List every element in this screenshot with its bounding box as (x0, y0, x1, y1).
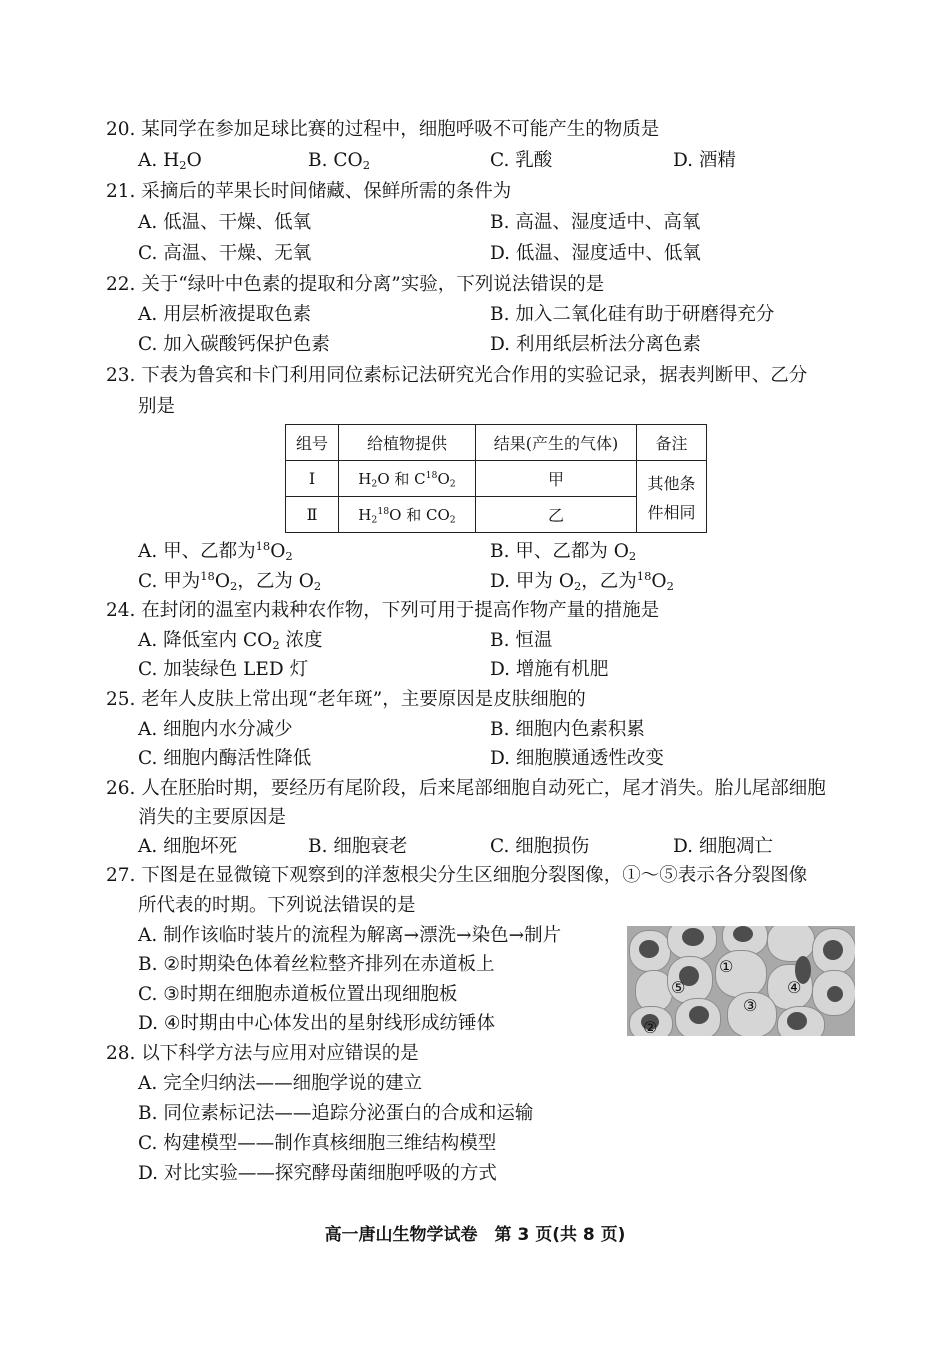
q20-option-d: D. 酒精 (673, 150, 736, 171)
q20-option-b: B. $CO_2$ (308, 150, 370, 172)
q26-option-d: D. 细胞凋亡 (673, 836, 773, 857)
label-5: ⑤ (671, 978, 686, 997)
row1-supply: $H_2O$ 和 $C^{18}O_2$ (339, 461, 476, 497)
q21-option-b: B. 高温、湿度适中、高氧 (490, 212, 701, 233)
row1-group: Ⅰ (286, 461, 339, 497)
table-header-group: 组号 (286, 425, 339, 461)
q28-option-d: D. 对比实验——探究酵母菌细胞呼吸的方式 (138, 1163, 497, 1184)
q23-option-c: C. 甲为$^{18}O_2$，乙为 $O_2$ (138, 568, 322, 593)
q24-option-a: A. 降低室内 $CO_2$ 浓度 (138, 630, 323, 652)
q21-option-d: D. 低温、湿度适中、低氧 (490, 243, 701, 264)
q22-stem: 22. 关于“绿叶中色素的提取和分离”实验，下列说法错误的是 (106, 274, 605, 295)
q20-option-c: C. 乳酸 (490, 150, 553, 171)
q26-option-a: A. 细胞坏死 (138, 836, 238, 857)
q27-option-d: D. ④时期由中心体发出的星射线形成纺锤体 (138, 1013, 496, 1034)
q27-stem-line1: 27. 下图是在显微镜下观察到的洋葱根尖分生区细胞分裂图像，①～⑤表示各分裂图像 (106, 865, 808, 886)
q25-option-b: B. 细胞内色素积累 (490, 719, 645, 740)
q27-option-b: B. ②时期染色体着丝粒整齐排列在赤道板上 (138, 954, 495, 975)
table-header-result: 结果(产生的气体) (476, 425, 637, 461)
q22-option-a: A. 用层析液提取色素 (138, 304, 312, 325)
q26-stem-line1: 26. 人在胚胎时期，要经历有尾阶段，后来尾部细胞自动死亡，尾才消失。胎儿尾部细胞 (106, 778, 826, 799)
q22-option-b: B. 加入二氧化硅有助于研磨得充分 (490, 304, 775, 325)
q25-stem: 25. 老年人皮肤上常出现“老年斑”，主要原因是皮肤细胞的 (106, 689, 586, 710)
q25-option-c: C. 细胞内酶活性降低 (138, 748, 312, 769)
q23-stem-line1: 23. 下表为鲁宾和卡门利用同位素标记法研究光合作用的实验记录，据表判断甲、乙分 (106, 365, 808, 386)
q20-option-a: A. $H_2O$ (138, 150, 202, 172)
row2-result: 乙 (476, 497, 637, 533)
q28-option-c: C. 构建模型——制作真核细胞三维结构模型 (138, 1133, 497, 1154)
table-header-supply: 给植物提供 (339, 425, 476, 461)
label-2: ② (643, 1018, 658, 1036)
q28-option-a: A. 完全归纳法——细胞学说的建立 (138, 1073, 423, 1094)
q26-option-c: C. 细胞损伤 (490, 836, 590, 857)
q28-option-b: B. 同位素标记法——追踪分泌蛋白的合成和运输 (138, 1103, 534, 1124)
q21-stem: 21. 采摘后的苹果长时间储藏、保鲜所需的条件为 (106, 181, 512, 202)
q21-option-c: C. 高温、干燥、无氧 (138, 243, 312, 264)
q26-stem-line2: 消失的主要原因是 (138, 807, 287, 828)
q23-stem-line2: 别是 (138, 396, 176, 417)
label-1: ① (719, 957, 734, 976)
q24-option-b: B. 恒温 (490, 630, 553, 651)
q21-option-a: A. 低温、干燥、低氧 (138, 212, 312, 233)
q22-option-d: D. 利用纸层析法分离色素 (490, 334, 701, 355)
table-note: 其他条 件相同 (637, 461, 707, 533)
q24-option-d: D. 增施有机肥 (490, 659, 609, 680)
q26-option-b: B. 细胞衰老 (308, 836, 408, 857)
label-3: ③ (743, 996, 758, 1015)
row2-group: Ⅱ (286, 497, 339, 533)
q23-option-a: A. 甲、乙都为$^{18}O_2$ (138, 538, 293, 563)
q23-option-b: B. 甲、乙都为 $O_2$ (490, 541, 637, 563)
q20-stem: 20. 某同学在参加足球比赛的过程中，细胞呼吸不可能产生的物质是 (106, 119, 660, 140)
q27-stem-line2: 所代表的时期。下列说法错误的是 (138, 895, 416, 916)
q24-option-c: C. 加装绿色 LED 灯 (138, 659, 309, 680)
experiment-table (285, 424, 707, 533)
q28-stem: 28. 以下科学方法与应用对应错误的是 (106, 1043, 419, 1064)
q24-stem: 24. 在封闭的温室内栽种农作物，下列可用于提高作物产量的措施是 (106, 600, 660, 621)
q23-option-d: D. 甲为 $O_2$，乙为$^{18}O_2$ (490, 568, 674, 593)
table-row (286, 461, 707, 497)
q25-option-a: A. 细胞内水分减少 (138, 719, 293, 740)
table-header-note: 备注 (637, 425, 707, 461)
label-4: ④ (787, 978, 802, 997)
q27-option-c: C. ③时期在细胞赤道板位置出现细胞板 (138, 984, 458, 1005)
row2-supply: $H_2^{18}O$ 和 $CO_2$ (339, 497, 476, 533)
page-footer: 高一唐山生物学试卷 第 3 页(共 8 页) (324, 1225, 626, 1245)
microscope-cell-image (627, 926, 855, 1036)
q22-option-c: C. 加入碳酸钙保护色素 (138, 334, 330, 355)
q27-option-a: A. 制作该临时装片的流程为解离→漂洗→染色→制片 (138, 925, 562, 946)
row1-result: 甲 (476, 461, 637, 497)
q25-option-d: D. 细胞膜通透性改变 (490, 748, 664, 769)
